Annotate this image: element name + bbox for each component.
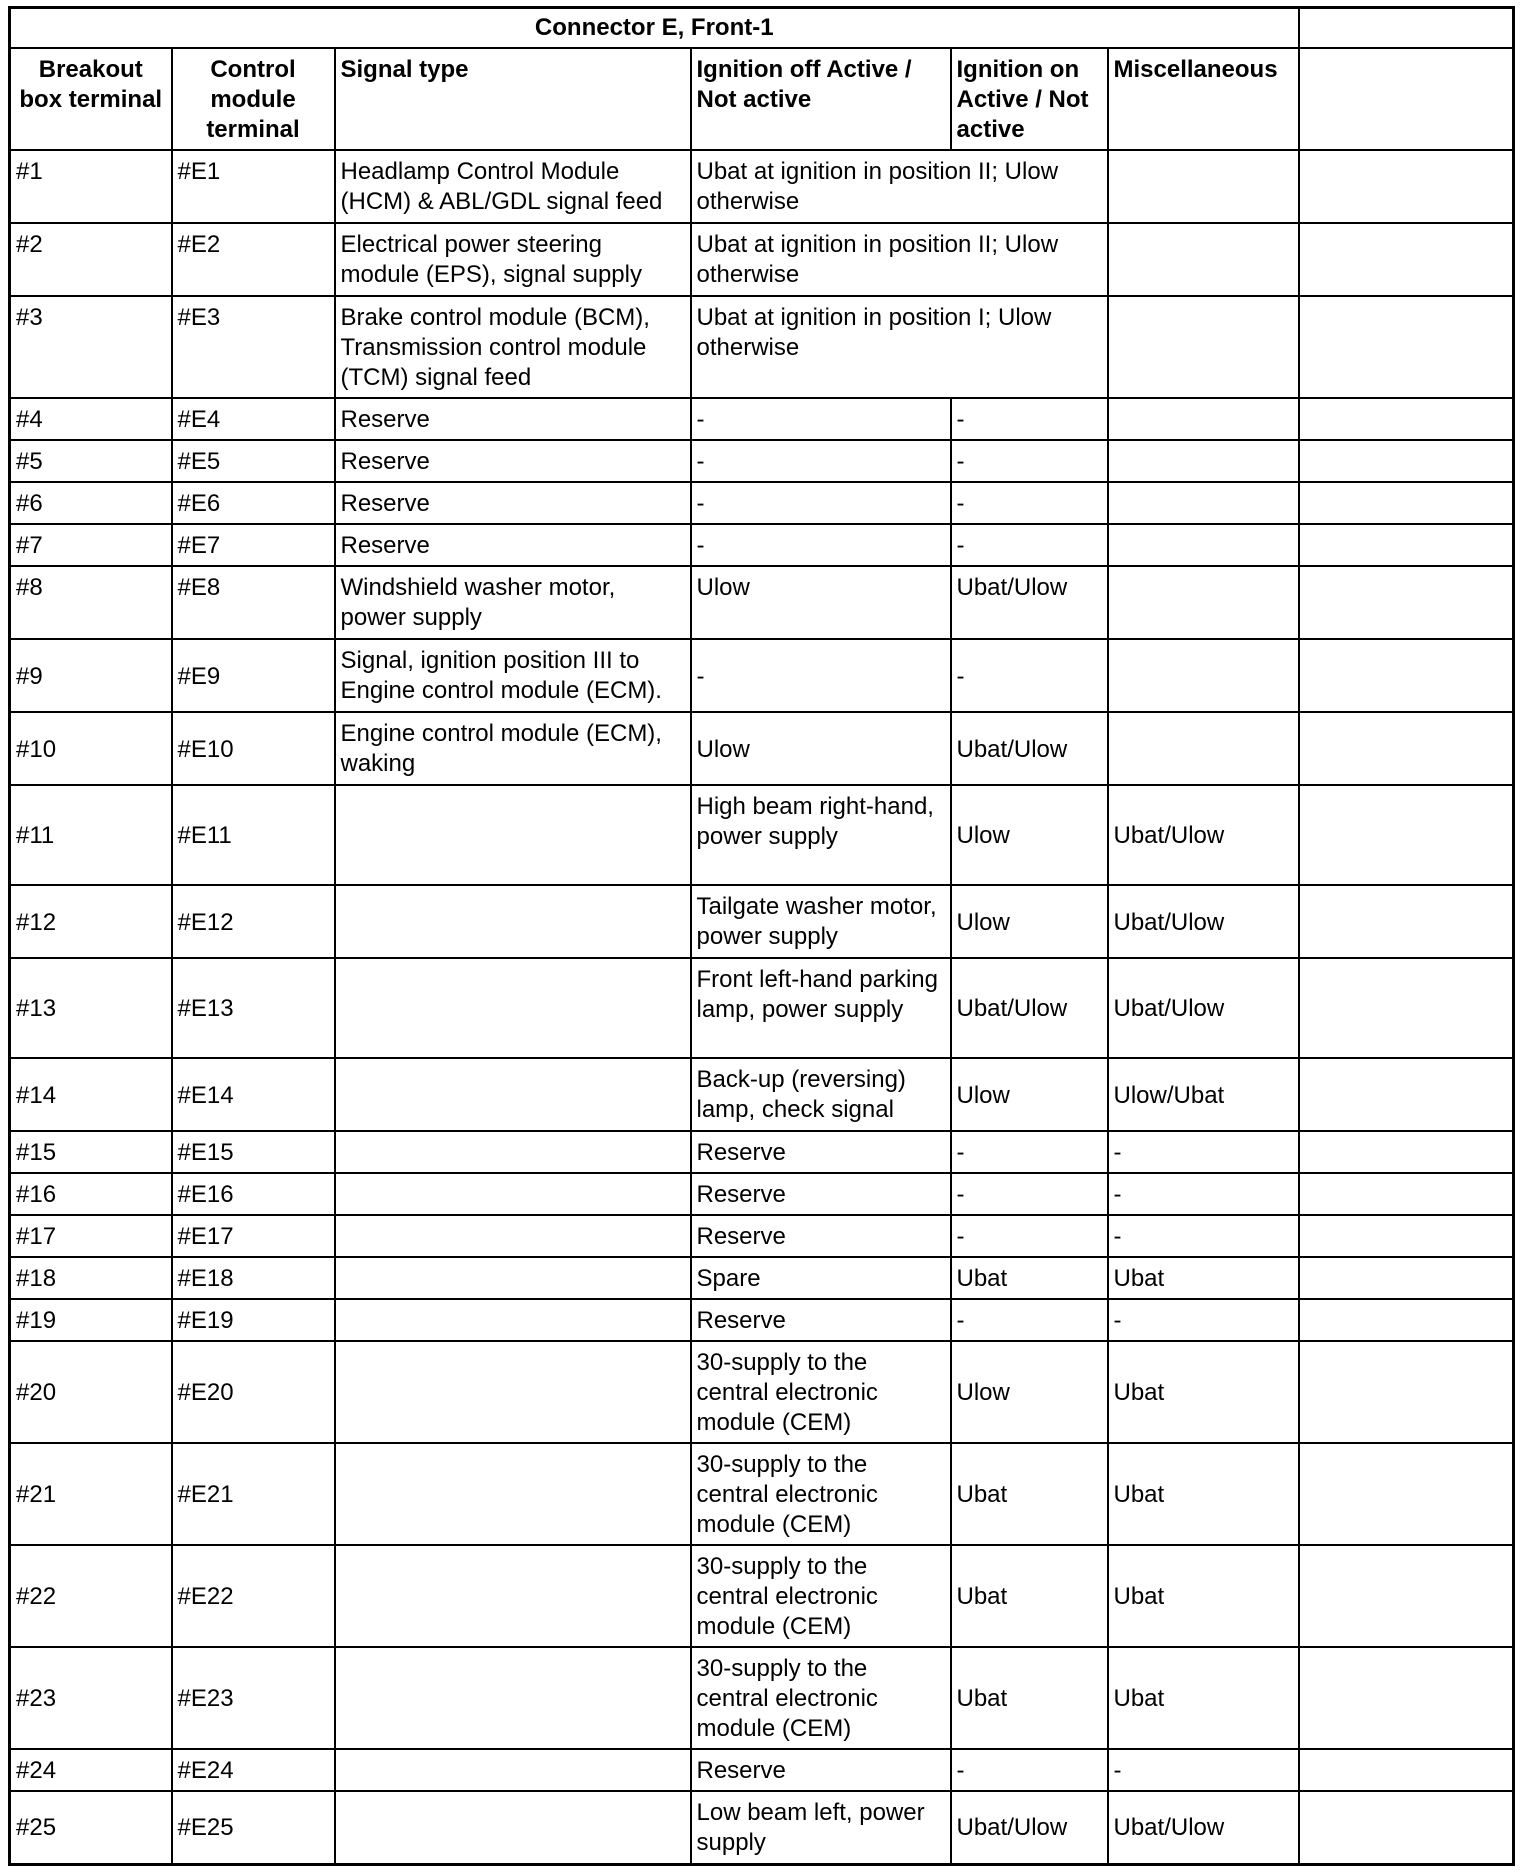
blank-header-cell	[1299, 8, 1514, 49]
cell-breakout: #14	[10, 1058, 172, 1131]
cell-breakout: #25	[10, 1791, 172, 1864]
cell-misc	[1108, 482, 1299, 524]
cell-control: #E21	[172, 1443, 335, 1545]
table-row	[10, 296, 1514, 398]
cell-control: #E6	[172, 482, 335, 524]
table-row	[10, 1647, 1514, 1749]
blank-cell	[1299, 566, 1514, 639]
cell-ign-on: Ulow	[951, 885, 1108, 958]
blank-cell	[1299, 1257, 1514, 1299]
blank-cell	[1299, 1791, 1514, 1864]
cell-ign-on: -	[951, 639, 1108, 712]
cell-signal: Signal, ignition position III to Engine control module (ECM).	[335, 639, 691, 712]
cell-control: #E12	[172, 885, 335, 958]
table-row	[10, 785, 1514, 885]
cell-misc: Ubat/Ulow	[1108, 885, 1299, 958]
blank-cell	[1299, 1341, 1514, 1443]
cell-misc	[1108, 524, 1299, 566]
cell-misc: Ubat	[1108, 1257, 1299, 1299]
cell-ign-on: -	[951, 482, 1108, 524]
table-row	[10, 1749, 1514, 1791]
cell-control: #E10	[172, 712, 335, 785]
cell-signal	[335, 958, 691, 1058]
cell-signal: Windshield washer motor, power supply	[335, 566, 691, 639]
cell-control: #E15	[172, 1131, 335, 1173]
cell-control: #E23	[172, 1647, 335, 1749]
cell-control: #E8	[172, 566, 335, 639]
cell-control: #E17	[172, 1215, 335, 1257]
blank-cell	[1299, 524, 1514, 566]
cell-signal	[335, 1257, 691, 1299]
blank-cell	[1299, 223, 1514, 296]
cell-ign-off: Front left-hand parking lamp, power supply	[691, 958, 951, 1058]
blank-cell	[1299, 885, 1514, 958]
cell-signal: Brake control module (BCM), Transmission control module (TCM) signal feed	[335, 296, 691, 398]
cell-breakout: #24	[10, 1749, 172, 1791]
cell-ign-on: Ubat	[951, 1257, 1108, 1299]
blank-cell	[1299, 440, 1514, 482]
blank-cell	[1299, 1749, 1514, 1791]
cell-ign-off: Reserve	[691, 1299, 951, 1341]
cell-signal: Headlamp Control Module (HCM) & ABL/GDL signal feed	[335, 150, 691, 223]
header-signal: Signal type	[335, 48, 691, 150]
table-row	[10, 1341, 1514, 1443]
cell-breakout: #8	[10, 566, 172, 639]
cell-misc	[1108, 150, 1299, 223]
header-ign-on: Ignition on Active / Not active	[951, 48, 1108, 150]
cell-ign-off: -	[691, 398, 951, 440]
blank-cell	[1299, 639, 1514, 712]
cell-breakout: #12	[10, 885, 172, 958]
cell-control: #E18	[172, 1257, 335, 1299]
cell-ign-off: Ubat at ignition in position II; Ulow otherwise	[691, 223, 1108, 296]
cell-misc: -	[1108, 1131, 1299, 1173]
cell-breakout: #5	[10, 440, 172, 482]
cell-ign-off: Reserve	[691, 1749, 951, 1791]
cell-control: #E22	[172, 1545, 335, 1647]
cell-ign-off: 30-supply to the central electronic module (CEM)	[691, 1443, 951, 1545]
table-row	[10, 712, 1514, 785]
cell-signal: Reserve	[335, 398, 691, 440]
cell-breakout: #11	[10, 785, 172, 885]
cell-misc: Ubat	[1108, 1443, 1299, 1545]
cell-breakout: #23	[10, 1647, 172, 1749]
cell-control: #E1	[172, 150, 335, 223]
cell-breakout: #21	[10, 1443, 172, 1545]
cell-signal	[335, 885, 691, 958]
table-row	[10, 1131, 1514, 1173]
blank-cell	[1299, 1647, 1514, 1749]
cell-ign-on: Ulow	[951, 1058, 1108, 1131]
table-row	[10, 440, 1514, 482]
cell-ign-off: 30-supply to the central electronic module (CEM)	[691, 1647, 951, 1749]
cell-control: #E9	[172, 639, 335, 712]
cell-control: #E14	[172, 1058, 335, 1131]
cell-ign-on: Ubat/Ulow	[951, 712, 1108, 785]
cell-signal	[335, 1791, 691, 1864]
cell-breakout: #20	[10, 1341, 172, 1443]
table-row	[10, 1545, 1514, 1647]
cell-misc: Ubat/Ulow	[1108, 958, 1299, 1058]
connector-table	[8, 6, 1515, 1866]
blank-cell	[1299, 1131, 1514, 1173]
cell-ign-on: -	[951, 1749, 1108, 1791]
cell-breakout: #13	[10, 958, 172, 1058]
cell-misc: -	[1108, 1299, 1299, 1341]
blank-cell	[1299, 150, 1514, 223]
table-row	[10, 223, 1514, 296]
header-breakout: Breakout box terminal	[10, 48, 172, 150]
blank-cell	[1299, 1058, 1514, 1131]
cell-breakout: #6	[10, 482, 172, 524]
header-control: Control module terminal	[172, 48, 335, 150]
cell-ign-off: Reserve	[691, 1131, 951, 1173]
table-row	[10, 1299, 1514, 1341]
table-row	[10, 150, 1514, 223]
cell-misc: Ubat/Ulow	[1108, 1791, 1299, 1864]
cell-control: #E11	[172, 785, 335, 885]
cell-misc	[1108, 712, 1299, 785]
cell-ign-off: Ulow	[691, 566, 951, 639]
cell-breakout: #2	[10, 223, 172, 296]
header-misc: Miscellaneous	[1108, 48, 1299, 150]
blank-cell	[1299, 398, 1514, 440]
cell-signal: Reserve	[335, 482, 691, 524]
table-row	[10, 1791, 1514, 1864]
cell-signal	[335, 1058, 691, 1131]
cell-control: #E5	[172, 440, 335, 482]
cell-control: #E4	[172, 398, 335, 440]
cell-control: #E13	[172, 958, 335, 1058]
cell-misc	[1108, 440, 1299, 482]
cell-signal	[335, 785, 691, 885]
blank-cell	[1299, 1299, 1514, 1341]
cell-control: #E16	[172, 1173, 335, 1215]
cell-control: #E2	[172, 223, 335, 296]
cell-ign-on: -	[951, 398, 1108, 440]
table-row	[10, 958, 1514, 1058]
cell-ign-on: Ubat/Ulow	[951, 566, 1108, 639]
cell-breakout: #17	[10, 1215, 172, 1257]
blank-cell	[1299, 1545, 1514, 1647]
cell-misc: Ubat	[1108, 1545, 1299, 1647]
cell-control: #E25	[172, 1791, 335, 1864]
cell-misc: Ubat	[1108, 1647, 1299, 1749]
cell-misc: -	[1108, 1749, 1299, 1791]
cell-breakout: #1	[10, 150, 172, 223]
cell-misc: Ubat/Ulow	[1108, 785, 1299, 885]
header-ign-off: Ignition off Active / Not active	[691, 48, 951, 150]
blank-cell	[1299, 1215, 1514, 1257]
table-row	[10, 482, 1514, 524]
cell-ign-off: High beam right-hand, power supply	[691, 785, 951, 885]
cell-ign-on: -	[951, 1215, 1108, 1257]
cell-misc	[1108, 223, 1299, 296]
blank-cell	[1299, 296, 1514, 398]
cell-breakout: #7	[10, 524, 172, 566]
table-row	[10, 1058, 1514, 1131]
cell-ign-on: -	[951, 1299, 1108, 1341]
cell-ign-off: -	[691, 440, 951, 482]
cell-control: #E20	[172, 1341, 335, 1443]
cell-ign-off: 30-supply to the central electronic module (CEM)	[691, 1545, 951, 1647]
cell-misc	[1108, 296, 1299, 398]
table-row	[10, 398, 1514, 440]
cell-breakout: #22	[10, 1545, 172, 1647]
cell-signal	[335, 1443, 691, 1545]
cell-ign-off: Reserve	[691, 1173, 951, 1215]
cell-ign-on: Ubat	[951, 1443, 1108, 1545]
cell-signal	[335, 1647, 691, 1749]
cell-ign-on: Ubat/Ulow	[951, 958, 1108, 1058]
blank-cell	[1299, 785, 1514, 885]
cell-signal	[335, 1131, 691, 1173]
cell-ign-on: Ubat	[951, 1545, 1108, 1647]
cell-ign-off: Ubat at ignition in position II; Ulow otherwise	[691, 150, 1108, 223]
cell-breakout: #9	[10, 639, 172, 712]
cell-ign-on: Ulow	[951, 1341, 1108, 1443]
cell-ign-off: Tailgate washer motor, power supply	[691, 885, 951, 958]
cell-signal	[335, 1173, 691, 1215]
cell-misc: -	[1108, 1215, 1299, 1257]
blank-cell	[1299, 1173, 1514, 1215]
cell-ign-off: Spare	[691, 1257, 951, 1299]
cell-ign-off: -	[691, 639, 951, 712]
blank-cell	[1299, 482, 1514, 524]
cell-ign-off: -	[691, 524, 951, 566]
cell-ign-on: -	[951, 1173, 1108, 1215]
cell-ign-off: -	[691, 482, 951, 524]
cell-ign-on: -	[951, 1131, 1108, 1173]
cell-signal	[335, 1215, 691, 1257]
cell-control: #E19	[172, 1299, 335, 1341]
table-row	[10, 885, 1514, 958]
cell-misc: -	[1108, 1173, 1299, 1215]
cell-signal: Reserve	[335, 524, 691, 566]
blank-header-cell	[1299, 48, 1514, 150]
table-row	[10, 1215, 1514, 1257]
blank-cell	[1299, 1443, 1514, 1545]
cell-ign-on: -	[951, 524, 1108, 566]
cell-control: #E3	[172, 296, 335, 398]
cell-ign-off: Reserve	[691, 1215, 951, 1257]
cell-ign-on: Ubat/Ulow	[951, 1791, 1108, 1864]
cell-ign-off: Low beam left, power supply	[691, 1791, 951, 1864]
cell-signal	[335, 1341, 691, 1443]
table-title: Connector E, Front-1	[10, 8, 1299, 49]
cell-ign-off: Back-up (reversing) lamp, check signal	[691, 1058, 951, 1131]
cell-signal: Electrical power steering module (EPS), signal supply	[335, 223, 691, 296]
table-row	[10, 524, 1514, 566]
cell-breakout: #4	[10, 398, 172, 440]
cell-misc: Ulow/Ubat	[1108, 1058, 1299, 1131]
blank-cell	[1299, 958, 1514, 1058]
table-row	[10, 1173, 1514, 1215]
cell-breakout: #3	[10, 296, 172, 398]
table-row	[10, 639, 1514, 712]
table-row	[10, 1257, 1514, 1299]
cell-signal	[335, 1545, 691, 1647]
cell-misc	[1108, 398, 1299, 440]
cell-breakout: #16	[10, 1173, 172, 1215]
cell-ign-off: Ubat at ignition in position I; Ulow otherwise	[691, 296, 1108, 398]
table-row	[10, 1443, 1514, 1545]
cell-breakout: #18	[10, 1257, 172, 1299]
cell-signal	[335, 1749, 691, 1791]
cell-breakout: #15	[10, 1131, 172, 1173]
cell-misc	[1108, 566, 1299, 639]
cell-control: #E24	[172, 1749, 335, 1791]
cell-misc	[1108, 639, 1299, 712]
cell-ign-off: 30-supply to the central electronic module (CEM)	[691, 1341, 951, 1443]
cell-signal: Reserve	[335, 440, 691, 482]
cell-ign-on: Ulow	[951, 785, 1108, 885]
cell-signal: Engine control module (ECM), waking	[335, 712, 691, 785]
table-row	[10, 566, 1514, 639]
cell-ign-on: -	[951, 440, 1108, 482]
cell-ign-on: Ubat	[951, 1647, 1108, 1749]
cell-breakout: #10	[10, 712, 172, 785]
cell-misc: Ubat	[1108, 1341, 1299, 1443]
cell-signal	[335, 1299, 691, 1341]
blank-cell	[1299, 712, 1514, 785]
cell-breakout: #19	[10, 1299, 172, 1341]
cell-control: #E7	[172, 524, 335, 566]
cell-ign-off: Ulow	[691, 712, 951, 785]
